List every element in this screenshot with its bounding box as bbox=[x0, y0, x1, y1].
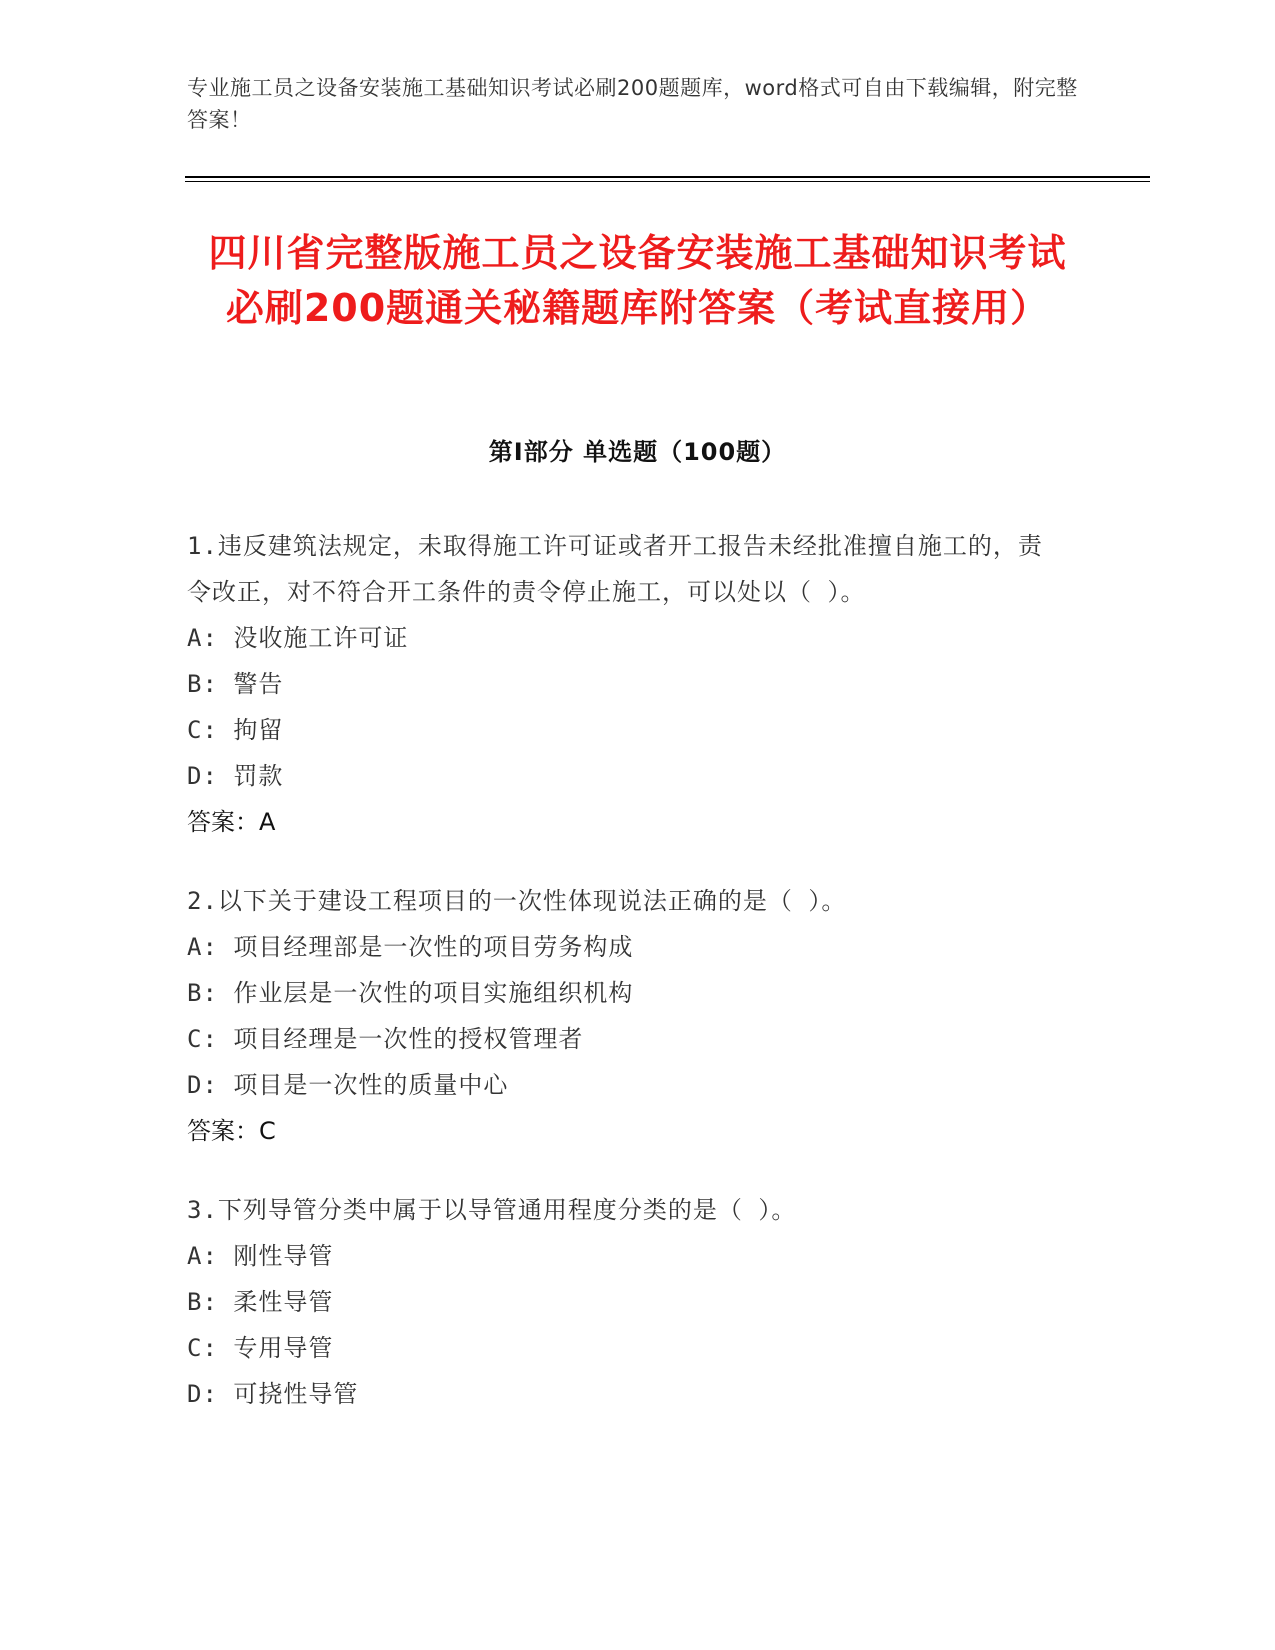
option-d: D: 罚款 bbox=[187, 762, 284, 790]
question-list bbox=[187, 523, 1067, 1450]
option-c: C: 专用导管 bbox=[187, 1334, 334, 1362]
question-stem: 1.违反建筑法规定，未取得施工许可证或者开工报告未经批准擅自施工的，责令改正，对不符合开工条件的责令停止施工，可以处以（ ）。 bbox=[187, 532, 1043, 606]
option-d: D: 项目是一次性的质量中心 bbox=[187, 1071, 509, 1099]
answer: 答案：A bbox=[187, 808, 276, 836]
document-title: 四川省完整版施工员之设备安装施工基础知识考试必刷200题通关秘籍题库附答案（考试直接用） bbox=[208, 231, 1067, 330]
question-2 bbox=[187, 878, 1067, 1154]
option-a: A: 没收施工许可证 bbox=[187, 624, 409, 652]
header-divider-thin bbox=[185, 181, 1150, 182]
option-a: A: 项目经理部是一次性的项目劳务构成 bbox=[187, 933, 634, 961]
option-a: A: 刚性导管 bbox=[187, 1242, 334, 1270]
option-b: B: 柔性导管 bbox=[187, 1288, 334, 1316]
section-heading: 第I部分 单选题（100题） bbox=[488, 438, 787, 466]
header-note: 专业施工员之设备安装施工基础知识考试必刷200题题库，word格式可自由下载编辑，附完整答案！ bbox=[187, 76, 1078, 132]
option-d: D: 可挠性导管 bbox=[187, 1380, 359, 1408]
option-c: C: 拘留 bbox=[187, 716, 284, 744]
question-3 bbox=[187, 1187, 1067, 1417]
question-stem: 2.以下关于建设工程项目的一次性体现说法正确的是（ ）。 bbox=[187, 887, 847, 915]
question-1 bbox=[187, 523, 1067, 845]
answer: 答案：C bbox=[187, 1117, 276, 1145]
option-b: B: 作业层是一次性的项目实施组织机构 bbox=[187, 979, 634, 1007]
question-stem: 3.下列导管分类中属于以导管通用程度分类的是（ ）。 bbox=[187, 1196, 797, 1224]
header-divider-thick bbox=[185, 176, 1150, 178]
option-c: C: 项目经理是一次性的授权管理者 bbox=[187, 1025, 584, 1053]
option-b: B: 警告 bbox=[187, 670, 284, 698]
